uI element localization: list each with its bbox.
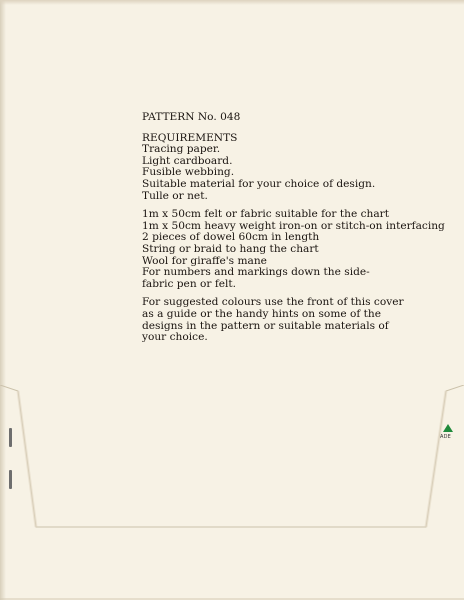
chart-item: For numbers and markings down the side- [142, 266, 370, 279]
requirement-item: Light cardboard. [142, 154, 233, 167]
requirement-item: Tracing paper. [142, 143, 221, 156]
chart-item: fabric pen or felt. [142, 277, 237, 290]
chart-item: 2 pieces of dowel 60cm in length [142, 231, 320, 244]
chart-item: String or braid to hang the chart [142, 242, 319, 255]
requirements-text [142, 111, 445, 351]
pattern-number: PATTERN No. 048 [142, 111, 241, 123]
triangle-marker-icon [443, 424, 453, 432]
requirements-heading: REQUIREMENTS [142, 131, 238, 144]
chart-item: Wool for giraffe's mane [142, 254, 267, 267]
colour-note-line: For suggested colours use the front of this cover [142, 296, 404, 309]
requirement-item: Fusible webbing. [142, 166, 235, 179]
colour-note [142, 297, 442, 343]
requirements-chart [142, 208, 445, 290]
top-edge-shadow [0, 0, 464, 5]
chart-item: 1m x 50cm felt or fabric suitable for the chart [142, 208, 389, 221]
staple-left-bottom [9, 470, 12, 489]
staple-left-top [9, 428, 12, 447]
colour-note-line: designs in the pattern or suitable materials of [142, 319, 389, 332]
requirements-basic [142, 133, 442, 203]
requirement-item: Tulle or net. [142, 189, 208, 202]
marker-label: ADE [440, 434, 452, 440]
envelope-pocket-outline [0, 385, 464, 600]
colour-note-line: your choice. [142, 331, 208, 344]
requirement-item: Suitable material for your choice of design. [142, 177, 376, 190]
chart-item: 1m x 50cm heavy weight iron-on or stitch-on interfacing [142, 219, 445, 232]
colour-note-line: as a guide or the handy hints on some of the [142, 307, 382, 320]
